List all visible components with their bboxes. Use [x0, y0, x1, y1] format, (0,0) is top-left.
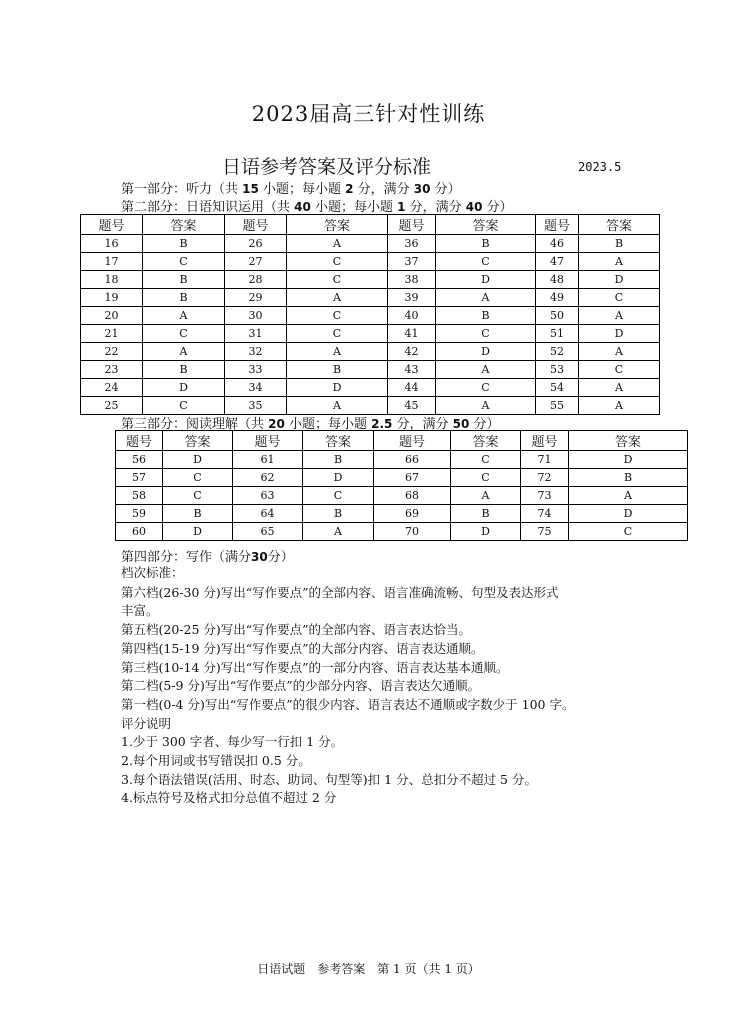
question-number-cell: 68 — [374, 487, 451, 505]
header-ans: 答案 — [451, 431, 521, 451]
answer-cell: C — [579, 361, 660, 379]
note-3: 3.每个语法错误(活用、时态、助词、句型等)扣 1 分、总扣分不超过 5 分。 — [121, 771, 537, 787]
answer-cell: A — [579, 307, 660, 325]
question-number-cell: 69 — [374, 505, 451, 523]
table-row — [116, 505, 688, 523]
answer-cell: D — [579, 325, 660, 343]
question-number-cell: 27 — [225, 253, 287, 271]
answer-cell: A — [579, 343, 660, 361]
answer-cell: C — [143, 325, 225, 343]
question-number-cell: 35 — [225, 397, 287, 415]
question-number-cell: 40 — [388, 307, 436, 325]
answer-cell: D — [436, 343, 536, 361]
answer-cell: C — [287, 271, 388, 289]
question-number-cell: 19 — [81, 289, 143, 307]
grading-title: 档次标准： — [121, 565, 184, 580]
answer-cell: C — [163, 487, 233, 505]
answer-cell: A — [287, 289, 388, 307]
answer-table-part2 — [80, 214, 660, 415]
note-1: 1.少于 300 字者、每少写一行扣 1 分。 — [121, 734, 344, 750]
answer-cell: D — [163, 451, 233, 469]
question-number-cell: 74 — [521, 505, 569, 523]
table-row — [116, 523, 688, 541]
question-number-cell: 38 — [388, 271, 436, 289]
table-row — [116, 487, 688, 505]
question-number-cell: 64 — [233, 505, 303, 523]
answer-cell: A — [451, 487, 521, 505]
question-number-cell: 31 — [225, 325, 287, 343]
answer-cell: D — [436, 271, 536, 289]
answer-cell: A — [143, 307, 225, 325]
question-number-cell: 32 — [225, 343, 287, 361]
table-row — [81, 235, 660, 253]
answer-cell: C — [143, 397, 225, 415]
table2-body — [116, 451, 688, 541]
question-number-cell: 49 — [536, 289, 579, 307]
answer-cell: A — [579, 397, 660, 415]
question-number-cell: 61 — [233, 451, 303, 469]
question-number-cell: 52 — [536, 343, 579, 361]
grade6-line1: 第六档(26-30 分)写出“写作要点”的全部内容、语言准确流畅、句型及表达形式 — [121, 584, 559, 600]
question-number-cell: 58 — [116, 487, 163, 505]
answer-cell: C — [163, 469, 233, 487]
question-number-cell: 43 — [388, 361, 436, 379]
document-subtitle: 日语参考答案及评分标准 — [222, 156, 432, 178]
part4-heading: 第四部分：写作（满分30分） — [121, 550, 294, 565]
question-number-cell: 33 — [225, 361, 287, 379]
answer-cell: D — [569, 451, 688, 469]
answer-table-part3 — [115, 430, 688, 541]
grade6-line2: 丰富。 — [121, 603, 159, 619]
question-number-cell: 45 — [388, 397, 436, 415]
answer-cell: C — [143, 253, 225, 271]
question-number-cell: 55 — [536, 397, 579, 415]
question-number-cell: 50 — [536, 307, 579, 325]
question-number-cell: 65 — [233, 523, 303, 541]
answer-cell: D — [287, 379, 388, 397]
question-number-cell: 21 — [81, 325, 143, 343]
header-ans: 答案 — [569, 431, 688, 451]
answer-cell: B — [287, 361, 388, 379]
header-ans: 答案 — [579, 215, 660, 235]
answer-cell: B — [163, 505, 233, 523]
grade2: 第二档(5-9 分)写出“写作要点”的少部分内容、语言表达欠通顺。 — [121, 678, 481, 694]
question-number-cell: 41 — [388, 325, 436, 343]
question-number-cell: 26 — [225, 235, 287, 253]
answer-cell: A — [143, 343, 225, 361]
answer-cell: B — [143, 271, 225, 289]
question-number-cell: 18 — [81, 271, 143, 289]
grade1: 第一档(0-4 分)写出“写作要点”的很少内容、语言表达不通顺或字数少于 100 字。 — [121, 696, 575, 712]
question-number-cell: 73 — [521, 487, 569, 505]
grade4: 第四档(15-19 分)写出“写作要点”的大部分内容、语言表达通顺。 — [121, 640, 484, 656]
question-number-cell: 51 — [536, 325, 579, 343]
answer-cell: A — [287, 397, 388, 415]
table-row — [81, 271, 660, 289]
question-number-cell: 46 — [536, 235, 579, 253]
table-row — [81, 253, 660, 271]
page-footer: 日语试题 参考答案 第 1 页（共 1 页） — [257, 962, 480, 976]
document-date: 2023.5 — [578, 160, 622, 174]
answer-cell: B — [569, 469, 688, 487]
answer-cell: C — [436, 253, 536, 271]
answer-cell: A — [436, 289, 536, 307]
header-ans: 答案 — [287, 215, 388, 235]
question-number-cell: 29 — [225, 289, 287, 307]
question-number-cell: 62 — [233, 469, 303, 487]
answer-cell: B — [143, 235, 225, 253]
question-number-cell: 54 — [536, 379, 579, 397]
table-row — [81, 397, 660, 415]
header-ans: 答案 — [143, 215, 225, 235]
question-number-cell: 30 — [225, 307, 287, 325]
question-number-cell: 39 — [388, 289, 436, 307]
grade5: 第五档(20-25 分)写出“写作要点”的全部内容、语言表达恰当。 — [121, 622, 472, 638]
answer-cell: D — [143, 379, 225, 397]
document-title: 2023届高三针对性训练 — [251, 102, 486, 126]
answer-cell: B — [451, 505, 521, 523]
answer-cell: B — [143, 361, 225, 379]
question-number-cell: 66 — [374, 451, 451, 469]
answer-cell: B — [143, 289, 225, 307]
question-number-cell: 53 — [536, 361, 579, 379]
answer-cell: B — [303, 451, 374, 469]
question-number-cell: 71 — [521, 451, 569, 469]
note-2: 2.每个用词或书写错误扣 0.5 分。 — [121, 753, 311, 769]
question-number-cell: 47 — [536, 253, 579, 271]
answer-cell: A — [436, 397, 536, 415]
part3-heading: 第三部分：阅读理解（共 20 小题；每小题 2.5 分，满分 50 分） — [121, 417, 500, 432]
question-number-cell: 17 — [81, 253, 143, 271]
header-ans: 答案 — [436, 215, 536, 235]
question-number-cell: 63 — [233, 487, 303, 505]
answer-cell: D — [163, 523, 233, 541]
header-ans: 答案 — [303, 431, 374, 451]
answer-cell: B — [436, 307, 536, 325]
answer-cell: B — [303, 505, 374, 523]
answer-cell: C — [436, 325, 536, 343]
question-number-cell: 60 — [116, 523, 163, 541]
answer-cell: C — [451, 451, 521, 469]
question-number-cell: 20 — [81, 307, 143, 325]
table-row — [81, 361, 660, 379]
header-num: 题号 — [116, 431, 163, 451]
answer-cell: A — [579, 253, 660, 271]
question-number-cell: 75 — [521, 523, 569, 541]
question-number-cell: 34 — [225, 379, 287, 397]
table-row — [81, 307, 660, 325]
table1-body — [81, 235, 660, 415]
answer-cell: C — [287, 307, 388, 325]
header-num: 题号 — [388, 215, 436, 235]
question-number-cell: 37 — [388, 253, 436, 271]
answer-cell: D — [579, 271, 660, 289]
answer-cell: C — [303, 487, 374, 505]
table-row — [81, 325, 660, 343]
part1-heading: 第一部分：听力（共 15 小题；每小题 2 分，满分 30 分） — [121, 182, 461, 197]
question-number-cell: 72 — [521, 469, 569, 487]
question-number-cell: 28 — [225, 271, 287, 289]
answer-cell: C — [579, 289, 660, 307]
answer-cell: A — [287, 235, 388, 253]
question-number-cell: 57 — [116, 469, 163, 487]
answer-cell: C — [569, 523, 688, 541]
question-number-cell: 44 — [388, 379, 436, 397]
grade3: 第三档(10-14 分)写出“写作要点”的一部分内容、语言表达基本通顺。 — [121, 659, 509, 675]
question-number-cell: 36 — [388, 235, 436, 253]
header-num: 题号 — [374, 431, 451, 451]
header-num: 题号 — [225, 215, 287, 235]
answer-cell: B — [436, 235, 536, 253]
note-4: 4.标点符号及格式扣分总值不超过 2 分 — [121, 790, 337, 806]
question-number-cell: 22 — [81, 343, 143, 361]
table-header-row — [81, 215, 660, 235]
answer-cell: A — [287, 343, 388, 361]
question-number-cell: 16 — [81, 235, 143, 253]
table-header-row — [116, 431, 688, 451]
answer-cell: C — [451, 469, 521, 487]
question-number-cell: 70 — [374, 523, 451, 541]
header-num: 题号 — [521, 431, 569, 451]
table-row — [81, 289, 660, 307]
answer-cell: B — [579, 235, 660, 253]
answer-cell: A — [436, 361, 536, 379]
question-number-cell: 23 — [81, 361, 143, 379]
answer-cell: A — [569, 487, 688, 505]
table-row — [81, 379, 660, 397]
answer-cell: C — [436, 379, 536, 397]
header-num: 题号 — [233, 431, 303, 451]
table-row — [116, 469, 688, 487]
header-num: 题号 — [81, 215, 143, 235]
table-row — [116, 451, 688, 469]
question-number-cell: 48 — [536, 271, 579, 289]
answer-cell: A — [303, 523, 374, 541]
answer-cell: D — [303, 469, 374, 487]
grading-section — [121, 564, 574, 808]
answer-cell: C — [287, 253, 388, 271]
question-number-cell: 42 — [388, 343, 436, 361]
question-number-cell: 24 — [81, 379, 143, 397]
table-row — [81, 343, 660, 361]
header-ans: 答案 — [163, 431, 233, 451]
question-number-cell: 56 — [116, 451, 163, 469]
answer-cell: D — [569, 505, 688, 523]
header-num: 题号 — [536, 215, 579, 235]
question-number-cell: 25 — [81, 397, 143, 415]
part2-heading: 第二部分：日语知识运用（共 40 小题；每小题 1 分，满分 40 分） — [121, 200, 513, 215]
notes-title: 评分说明 — [121, 715, 172, 731]
question-number-cell: 59 — [116, 505, 163, 523]
question-number-cell: 67 — [374, 469, 451, 487]
answer-cell: C — [287, 325, 388, 343]
answer-cell: D — [451, 523, 521, 541]
answer-cell: A — [579, 379, 660, 397]
